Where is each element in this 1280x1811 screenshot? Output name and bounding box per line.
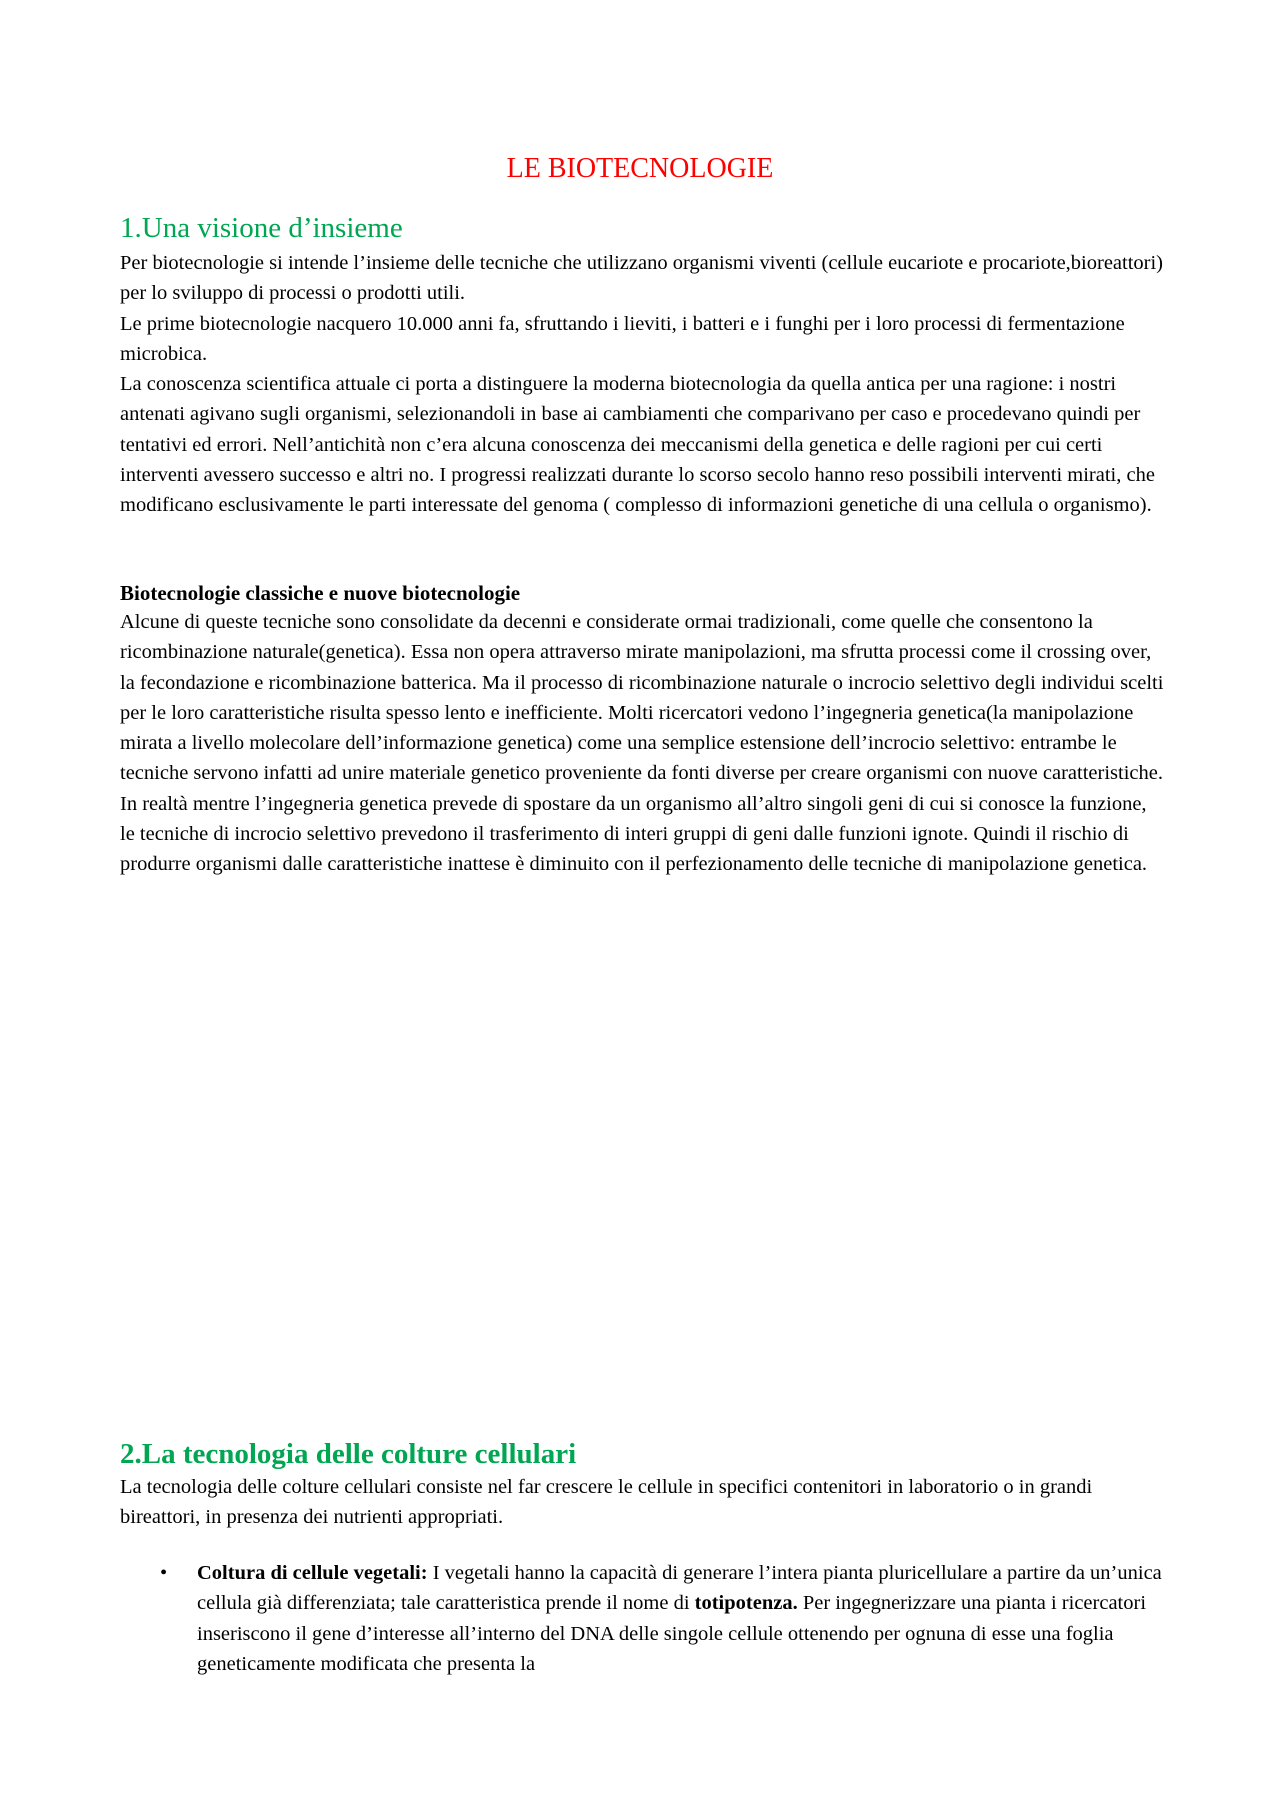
section-2-bullet-list <box>120 1558 1165 1679</box>
bullet-icon: • <box>160 1562 168 1584</box>
bullet-term: totipotenza. <box>694 1592 798 1615</box>
section-1-heading: 1.Una visione d’insieme <box>120 212 403 244</box>
subsection-paragraph: Alcune di queste tecniche sono consolidate da decenni e considerate ormai tradizionali, come quelle che consentono la ricombinazione naturale(genetica). Essa non opera attraverso mirate manipolazioni, ma sfrutta processi come il crossing over, la fecondazione e ricombinazione batterica. Ma il processo di ricombinazione naturale o incrocio selettivo degli individui scelti per le loro caratteristiche risulta spesso lento e inefficiente. Molti ricercatori vedono l’ingegneria genetica(la manipolazione mirata a livello molecolare dell’informazione genetica) come una semplice estensione dell’incrocio selettivo: entrambe le tecniche servono infatti ad unire materiale genetico proveniente da fonti diverse per creare organismi con nuove caratteristiche. In realtà mentre l’ingegneria genetica prevede di spostare da un organismo all’altro singoli geni di cui si conosce la funzione, le tecniche di incrocio selettivo prevedono il trasferimento di interi gruppi di geni dalle funzioni ignote. Quindi il rischio di produrre organismi dalle caratteristiche inattese è diminuito con il perfezionamento delle tecniche di manipolazione genetica. <box>120 611 1164 876</box>
subsection-heading: Biotecnologie classiche e nuove biotecnologie <box>120 581 521 605</box>
section-2-paragraph: La tecnologia delle colture cellulari consiste nel far crescere le cellule in specifici contenitori in laboratorio o in grandi bireattori, in presenza dei nutrienti appropriati. <box>120 1476 1093 1529</box>
document-title: LE BIOTECNOLOGIE <box>506 153 774 184</box>
subsection-body <box>120 607 1165 880</box>
section-2-heading: 2.La tecnologia delle colture cellulari <box>120 1438 577 1470</box>
section-1-paragraph-1: Per biotecnologie si intende l’insieme delle tecniche che utilizzano organismi viventi (cellule eucariote e procariote,bioreattori) per lo sviluppo di processi o prodotti utili. <box>120 252 1164 305</box>
section-1-paragraph-2: Le prime biotecnologie nacquero 10.000 anni fa, sfruttando i lieviti, i batteri e i funghi per i loro processi di fermentazione microbica. <box>120 312 1125 365</box>
section-1-paragraph-3: La conoscenza scientifica attuale ci porta a distinguere la moderna biotecnologia da quella antica per una ragione: i nostri antenati agivano sugli organismi, selezionandoli in base ai cambiamenti che comparivano per caso e procedevano quindi per tentativi ed errori. Nell’antichità non c’era alcuna conoscenza dei meccanismi della genetica e delle ragioni per cui certi interventi avessero successo e altri no. I progressi realizzati durante lo scorso secolo hanno reso possibili interventi mirati, che modificano esclusivamente le parti interessate del genoma ( complesso di informazioni genetiche di una cellula o organismo). <box>120 373 1155 517</box>
bullet-text-part-2: Per ingegnerizzare una pianta i ricercatori inseriscono il gene d’interesse all’interno del DNA delle singole cellule ottenendo per ognuna di esse una foglia geneticamente modificata che presenta la <box>197 1592 1147 1675</box>
bullet-label: Coltura di cellule vegetali: <box>197 1562 428 1584</box>
section-1-body <box>120 248 1165 521</box>
list-item <box>120 1558 1165 1679</box>
bullet-text-part-1: I vegetali hanno la capacità di generare l’intera pianta pluricellulare a partire da un’unica cellula già differenziata; tale caratteristica prende il nome di <box>197 1562 1162 1615</box>
section-2-body <box>120 1472 1165 1533</box>
